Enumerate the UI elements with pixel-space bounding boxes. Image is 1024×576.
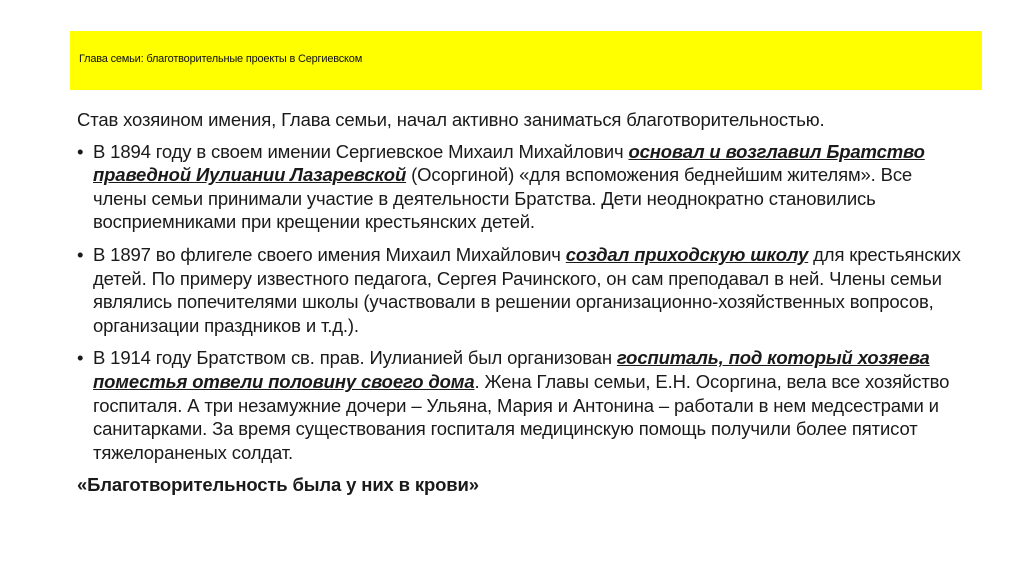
bullet-text-emphasis: создал приходскую школу xyxy=(565,243,809,265)
bullet-item-1897 xyxy=(77,243,967,337)
slide-content xyxy=(77,108,967,497)
slide-title: Глава семьи: благотворительные проекты в Сергиевском xyxy=(79,53,363,65)
bullet-glyph: • xyxy=(77,347,84,369)
bullet-text-pre: В 1894 году в своем имении Сергиевское Михаил Михайлович xyxy=(93,140,629,162)
bullet-text-post: для крестьянских детей. По примеру известного педагога, Сергея Рачинского, он сам преподавал в ней. Члены семьи являлись попечителями школы (участвовали в решении организационно-хозяйственных вопросов, организации праздников и т.д.). xyxy=(93,243,961,336)
title-band xyxy=(70,31,982,90)
bullet-text-post: (Осоргиной) «для вспоможения беднейшим жителям». Все члены семьи принимали участие в деятельности Братства. Дети неоднократно становились восприемниками при крещении крестьянских детей. xyxy=(93,164,913,233)
bullet-text-post: . Жена Главы семьи, Е.Н. Осоргина, вела все хозяйство госпиталя. А три незамужние дочери – Ульяна, Мария и Антонина – работали в нем медсестрами и санитарками. За время существования госпиталя медицинскую помощь получили более пятисот тяжелораненых солдат. xyxy=(93,370,950,463)
bullet-glyph: • xyxy=(77,140,84,162)
intro-paragraph: Став хозяином имения, Глава семьи, начал активно заниматься благотворительностью. xyxy=(77,109,825,130)
bullet-text-emphasis: основал и возглавил Братство праведной Иулиании Лазаревской xyxy=(93,140,925,186)
bullet-glyph: • xyxy=(77,243,84,265)
bullet-item-1894 xyxy=(77,140,967,234)
bullet-text-emphasis: госпиталь, под который хозяева поместья отвели половину своего дома xyxy=(93,347,930,392)
bullet-item-1914 xyxy=(77,346,967,464)
bullet-text-pre: В 1897 во флигеле своего имения Михаил Михайлович xyxy=(93,243,566,265)
closing-quote: «Благотворительность была у них в крови» xyxy=(77,474,479,496)
bullet-text-pre: В 1914 году Братством св. прав. Иулианией был организован xyxy=(93,347,617,369)
